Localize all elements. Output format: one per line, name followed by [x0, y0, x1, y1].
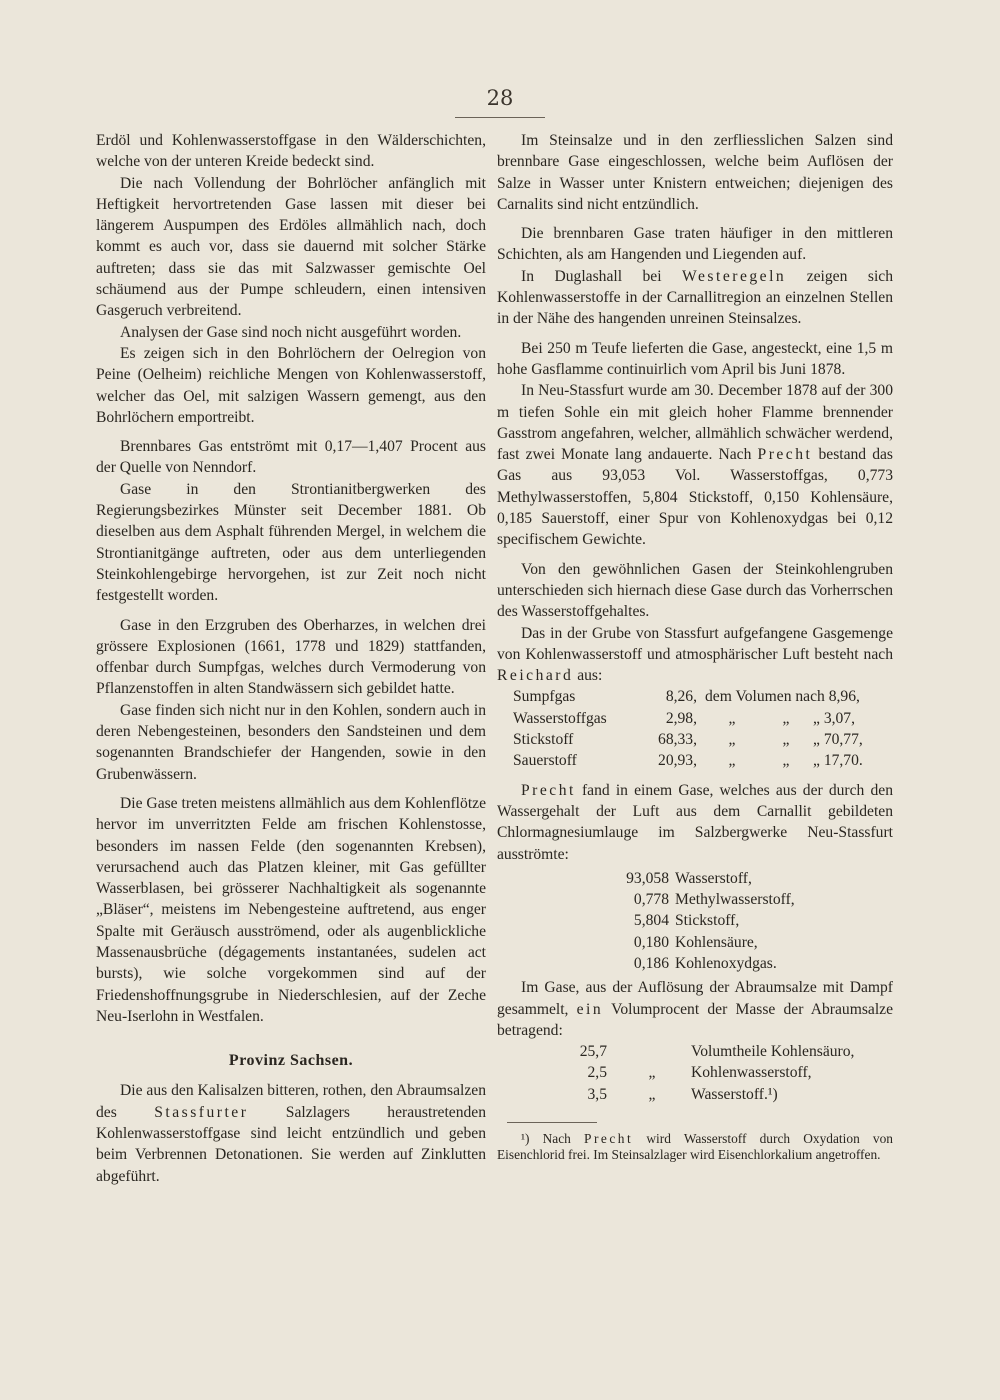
- precht-list: [609, 868, 893, 974]
- text-run: Salzlagers heraustretenden Kohlenwasserstoffgase sind leicht entzündlich und geben beim Verbrennen Detonationen. Sie werden auf Zinklutten abgeführt.: [96, 1103, 487, 1185]
- paragraph: Erdöl und Kohlenwasserstoffgase in den Wälderschichten, welche von der unteren Kreide bedeckt sind.: [96, 132, 486, 171]
- ditto-mark: „: [728, 752, 736, 770]
- list-item: [609, 868, 893, 889]
- paragraph: [497, 380, 893, 550]
- text-run: Die aus den Kalisalzen bitteren, rothen, den Abraumsalzen des: [96, 1082, 486, 1121]
- volume-label: Kohlenwasserstoff,: [691, 1064, 812, 1082]
- volume-label: Volumtheile Kohlensäuro,: [691, 1043, 855, 1061]
- paragraph: Von den gewöhnlichen Gasen der Steinkohlengruben unterschieden sich hiernach diese Gase durch das Vorherrschen des Wasserstoffgehaltes.: [497, 560, 893, 621]
- text-run: aus:: [573, 667, 603, 685]
- page-number: 28: [486, 86, 514, 110]
- list-label: Kohlenoxydgas.: [675, 954, 777, 972]
- spaced-text: Stassfurter: [154, 1103, 249, 1121]
- gas-name: Wasserstoffgas: [513, 709, 607, 727]
- list-value: 0,186: [633, 954, 669, 972]
- gas-note: [701, 729, 863, 750]
- footnote: [497, 1131, 893, 1163]
- paragraph: [497, 780, 893, 865]
- paragraph: Im Steinsalze und in den zerfliesslichen Salzen sind brennbare Gase eingeschlossen, welche beim Auflösen der Salze in Wasser unter Knistern entweichen; diejenigen des Carnalits sind nicht entzündlich.: [497, 132, 893, 213]
- paragraph: Gase in den Strontianitbergwerken des Regierungsbezirkes Münster seit December 1881. Ob dieselben aus dem Asphalt führenden Mergel, in welchem die Strontianitgänge auftreten, oder aus dem unterliegenden Steinkohlengebirge hervorgehen, ist zur Zeit noch nicht festgestellt worden.: [96, 480, 486, 605]
- paragraph: Gase in den Erzgruben des Oberharzes, in welchen drei grössere Explosionen (1661, 1778 und 1829) stattfanden, offenbar durch Sumpfgas, welches durch Vermoderung von Pflanzenstoffen in alten Standwässern sich gebildet hatte.: [96, 616, 486, 698]
- list-item: [609, 932, 893, 953]
- text-run: In Neu-Stassfurt wurde am 30. December 1878 auf der 300 m tiefen Sohle ein mit gleich hoher Flamme brennender Gasstrom angefahren, welcher, allmählich schwächer werdend, fast zwei Monate lang andauerte. Nach: [497, 382, 893, 464]
- text-run: zeigen sich Kohlenwasserstoffe in der Carnallitregion an einzelnen Stellen in der Nähe des hangenden unreinen Steinsalzes.: [497, 267, 894, 328]
- ditto-mark: „: [782, 731, 790, 749]
- right-column: [497, 130, 893, 1163]
- gas-name: Sumpfgas: [513, 688, 576, 706]
- list-label: Methylwasserstoff,: [675, 891, 795, 909]
- footnote-rule: [507, 1122, 597, 1123]
- paragraph: [497, 977, 893, 1041]
- gas-value: 8,26,: [665, 688, 697, 706]
- gas-value: 20,93,: [658, 752, 697, 770]
- paragraph: Die brennbaren Gase traten häufiger in den mittleren Schichten, als am Hangenden und Liegenden auf.: [497, 225, 893, 264]
- table-row: [513, 686, 863, 707]
- paragraph: Die Gase treten meistens allmählich aus dem Kohlenflötze hervor im unverritzten Felde am frischen Kohlenstosse, besonders im nassen Felde (den sogenannten Krebsen), verursachend auch das Platzen kleiner, mit Gas gefüllter Wasserblasen, bei grösserer Nachhaltigkeit als sogenannte „Bläser“, meistens im Nebengesteine auftretend, aus enger Spalte mit Geräusch ausströmend, oder als augenblickliche Massenausbrüche (dégagements instantanées, sudelen act bursts), wie solche vorgekommen sind auf der Friedenshoffnungsgrube in Niederschlesien, auf der Zeche Neu-Iserlohn in Westfalen.: [96, 794, 486, 1025]
- list-item: [609, 910, 893, 931]
- spaced-text: Precht: [584, 1131, 634, 1147]
- gas-name: Sauerstoff: [513, 752, 577, 770]
- spaced-text: Precht: [521, 781, 576, 799]
- list-value: 93,058: [626, 869, 669, 887]
- list-label: Stickstoff,: [675, 912, 740, 930]
- spaced-text: ein: [576, 1000, 604, 1018]
- gas-value-by-volume: „ 70,77,: [813, 731, 863, 749]
- gas-note: dem Volumen nach 8,96,: [705, 688, 860, 706]
- ditto-mark: „: [648, 1085, 656, 1103]
- header-rule: [455, 117, 545, 118]
- text-run: Im Gase, aus der Auflösung der Abraumsalze mit Dampf gesammelt,: [497, 979, 893, 1018]
- table-row: [513, 729, 863, 750]
- spaced-text: Westeregeln: [682, 267, 787, 285]
- list-item: [609, 889, 893, 910]
- text-run: ¹) Nach: [521, 1131, 585, 1147]
- gas-note: [701, 708, 863, 729]
- paragraph: Analysen der Gase sind noch nicht ausgeführt worden.: [120, 323, 462, 341]
- gas-value: 68,33,: [658, 731, 697, 749]
- list-value: 0,180: [633, 933, 669, 951]
- gas-value-by-volume: „ 17,70.: [813, 752, 863, 770]
- table-row: [513, 750, 863, 771]
- gas-value: 2,98,: [665, 709, 697, 727]
- section-heading: Provinz Sachsen.: [228, 1052, 354, 1070]
- text-run: wird Wasserstoff durch Oxydation von Eisenchlorid frei. Im Steinsalzlager wird Eisenchlorkalium angetroffen.: [497, 1131, 893, 1163]
- text-run: In Duglashall bei: [521, 267, 683, 285]
- volume-label: Wasserstoff.¹): [691, 1085, 778, 1103]
- ditto-mark: [613, 1041, 691, 1062]
- text-run: bestand das Gas aus 93,053 Vol. Wasserstoffgas, 0,773 Methylwasserstoffen, 5,804 Stickstoff, 0,150 Kohlensäure, 0,185 Sauerstoff, einer Spur von Kohlenoxydgas bei 0,12 specifischem Gewichte.: [497, 446, 894, 549]
- text-run: Volumprocent der Masse der Abraumsalze betragend:: [497, 1000, 893, 1039]
- gas-name: Stickstoff: [513, 731, 574, 749]
- table-row: [559, 1041, 854, 1062]
- spaced-text: Precht: [757, 446, 813, 464]
- list-value: 0,778: [633, 891, 669, 909]
- text-run: fand in einem Gase, welches aus der durch den Wassergehalt der Luft aus dem Carnallit gebildeten Chlormagnesiumlauge im Salzbergwerke Neu-Stassfurt ausströmte:: [497, 781, 893, 863]
- paragraph: Brennbares Gas entströmt mit 0,17—1,407 Procent aus der Quelle von Nenndorf.: [96, 438, 486, 477]
- list-item: [609, 953, 893, 974]
- table-row: [559, 1084, 854, 1105]
- paragraph: Gase finden sich nicht nur in den Kohlen, sondern auch in deren Nebengesteinen, besonders den Sandsteinen und dem sogenannten Brandschiefer der Hangenden, sowie in den Grubenwässern.: [96, 701, 486, 783]
- volume-value: 2,5: [587, 1064, 607, 1082]
- volume-value: 3,5: [587, 1085, 607, 1103]
- paragraph: [497, 623, 893, 687]
- volume-table: [559, 1041, 854, 1105]
- table-row: [559, 1062, 854, 1083]
- volume-value: 25,7: [579, 1043, 607, 1061]
- spaced-text: Reichard: [497, 667, 574, 685]
- list-label: Kohlensäure,: [675, 933, 758, 951]
- list-value: 5,804: [633, 912, 669, 930]
- paragraph: Bei 250 m Teufe lieferten die Gase, angesteckt, eine 1,5 m hohe Gasflamme continuirlich vom April bis Juni 1878.: [497, 339, 893, 378]
- left-column: [96, 130, 486, 1187]
- ditto-mark: „: [728, 731, 736, 749]
- gas-note: [701, 750, 863, 771]
- paragraph: [96, 1080, 486, 1186]
- ditto-mark: „: [728, 709, 736, 727]
- gas-value-by-volume: „ 3,07,: [813, 709, 856, 727]
- paragraph: [497, 266, 893, 330]
- paragraph: Es zeigen sich in den Bohrlöchern der Oelregion von Peine (Oelheim) reichliche Mengen von Kohlenwasserstoff, welcher das Oel, mit salzigen Wassern gemengt, aus den Bohrlöchern emportreibt.: [96, 344, 486, 426]
- table-row: [513, 708, 863, 729]
- paragraph: Die nach Vollendung der Bohrlöcher anfänglich mit Heftigkeit hervortretenden Gase lassen mit dieser bei längerem Auspumpen des Erdöles allmählich nach, doch kommt es auch vor, dass sie dauernd mit solcher Stärke auftreten; dass sie das mit Salzwasser gemischte Oel schäumend aus der Pumpe schleudern, einen intensiven Gasgeruch verbreitend.: [96, 174, 486, 320]
- ditto-mark: „: [782, 709, 790, 727]
- composition-table: [513, 686, 863, 771]
- text-run: Das in der Grube von Stassfurt aufgefangene Gasgemenge von Kohlenwasserstoff und atmosphärischer Luft besteht nach: [497, 624, 893, 663]
- ditto-mark: „: [648, 1064, 656, 1082]
- ditto-mark: „: [782, 752, 790, 770]
- list-label: Wasserstoff,: [675, 869, 752, 887]
